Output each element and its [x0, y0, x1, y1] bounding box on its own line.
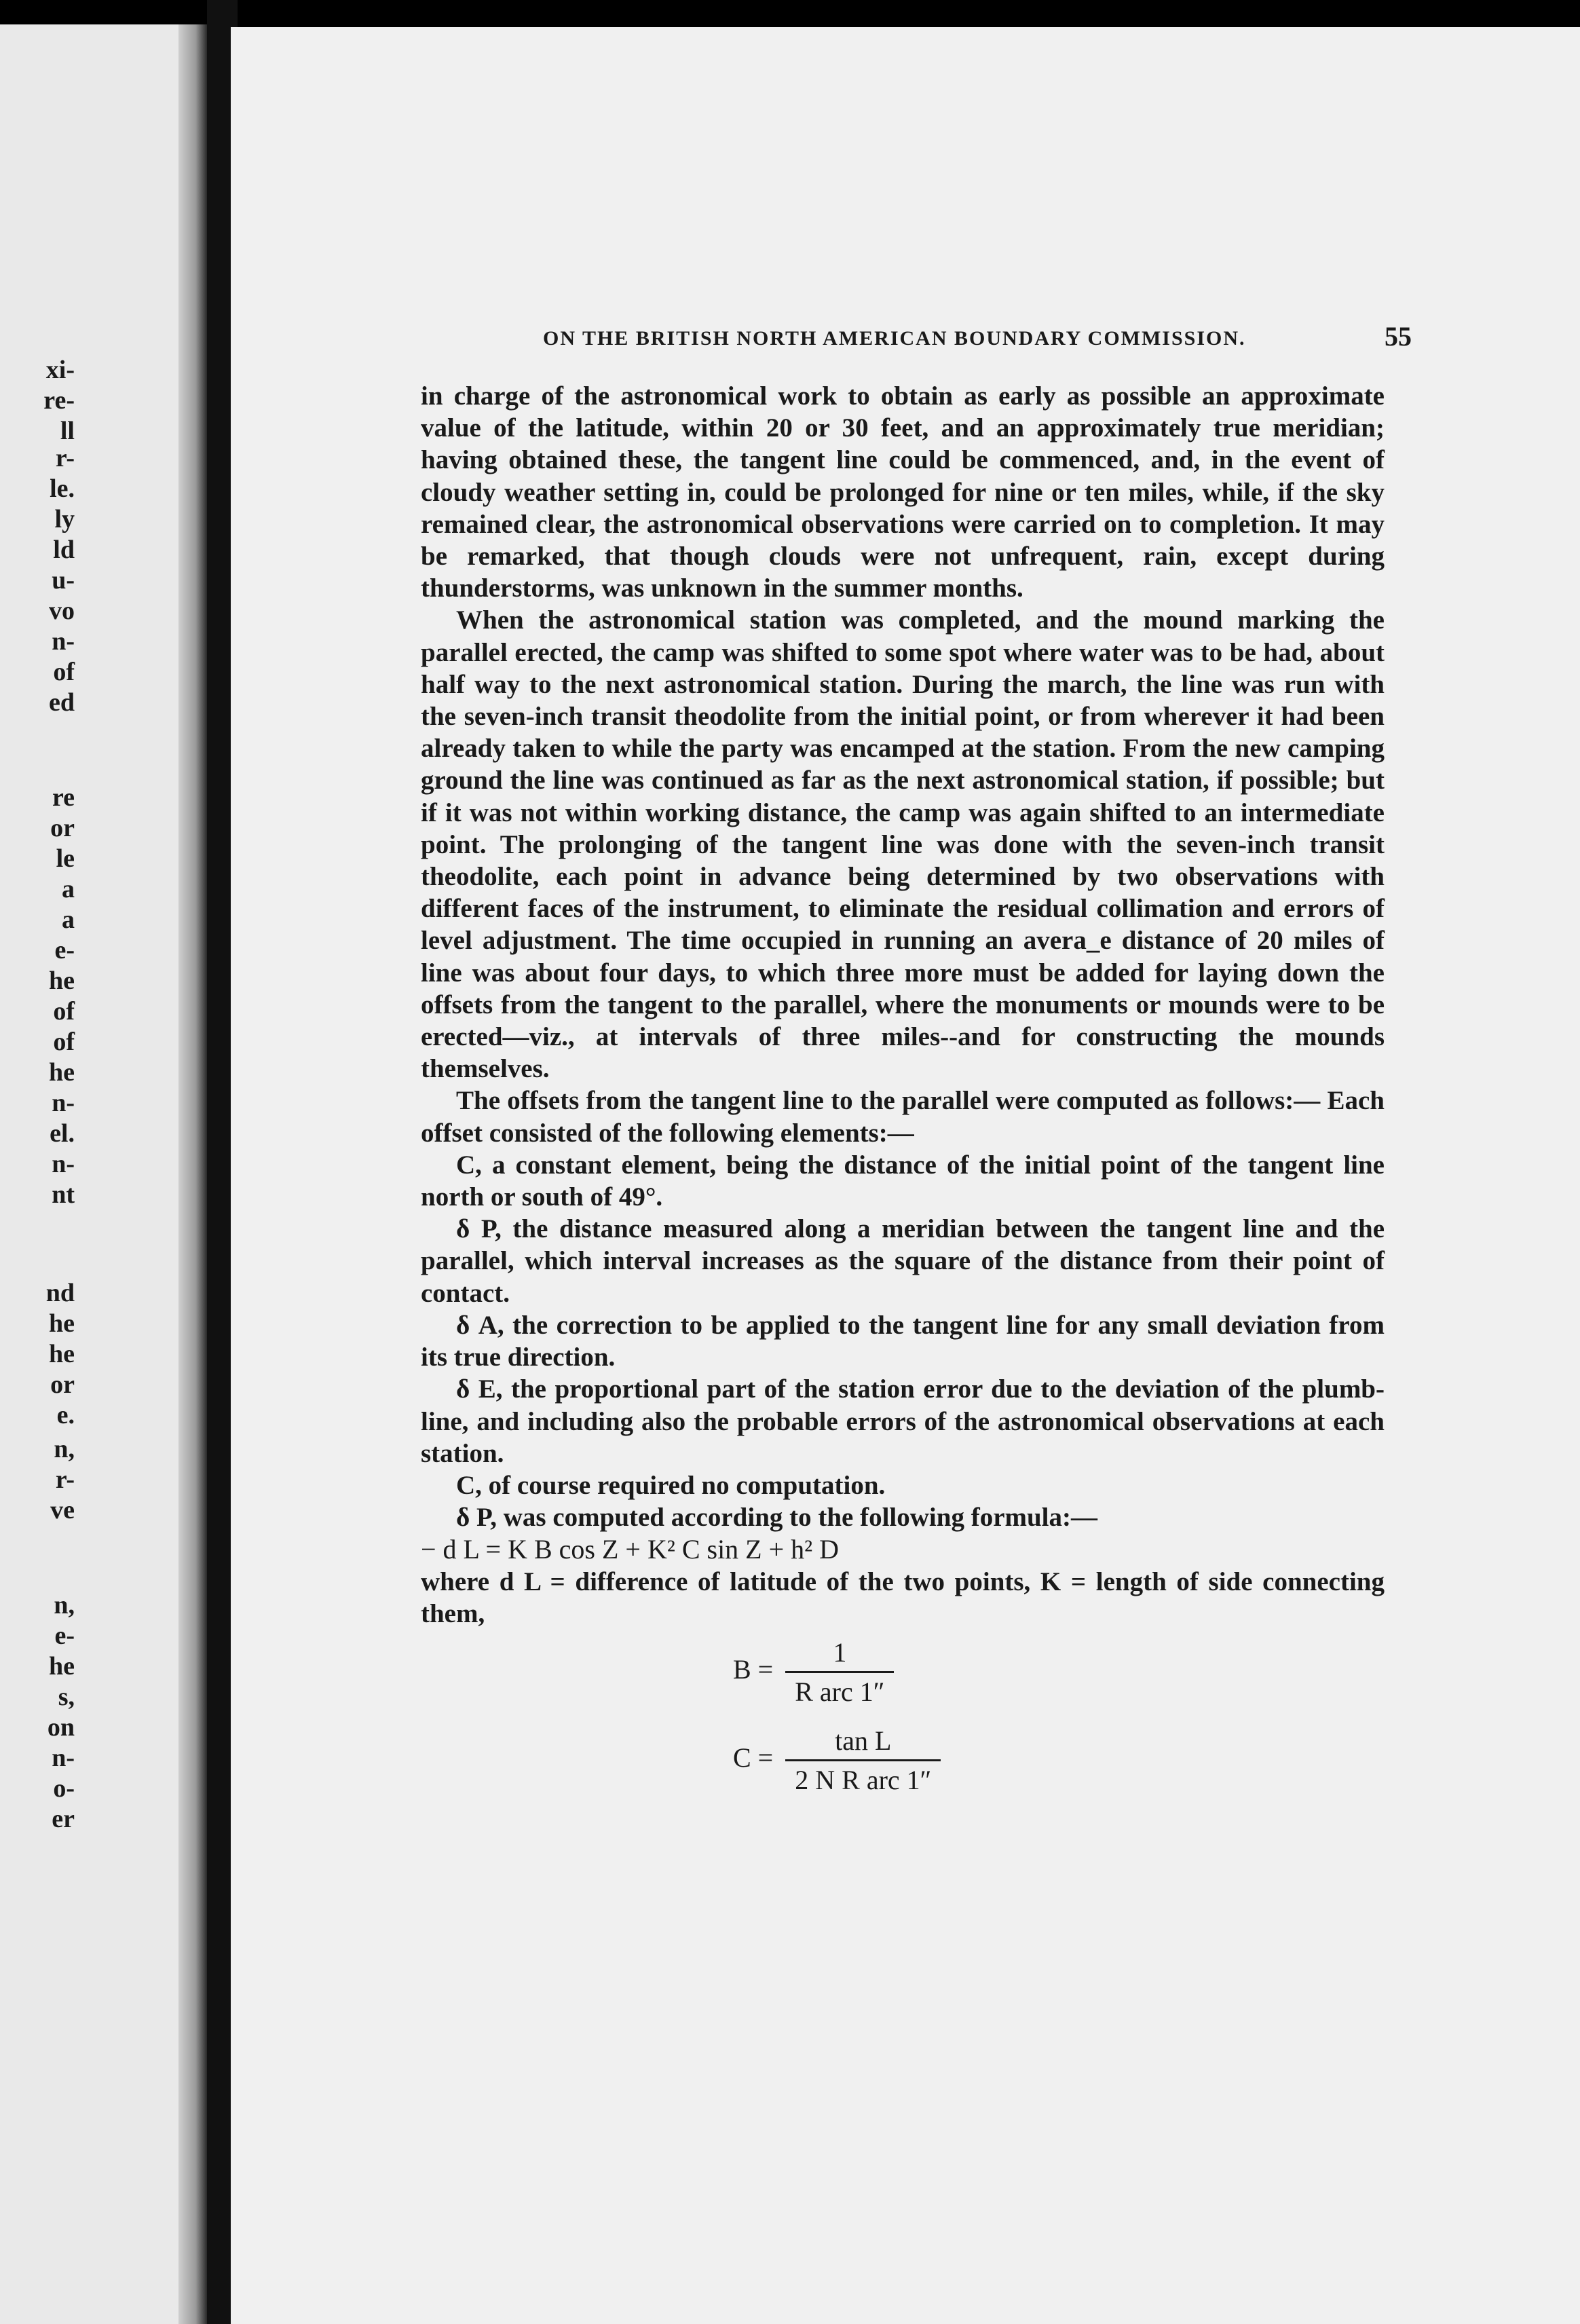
numerator: 1 — [785, 1636, 894, 1673]
paragraph: The offsets from the tangent line to the parallel were computed as follows:— Each offset consisted of the following elements:— — [421, 1086, 1385, 1148]
body-text — [421, 380, 1385, 1806]
margin-fragment: vo — [49, 597, 75, 625]
margin-fragment: ed — [49, 688, 75, 717]
margin-fragment: on — [47, 1713, 75, 1742]
equation-lhs: C = — [733, 1742, 774, 1773]
margin-fragment: ll — [60, 417, 75, 445]
denominator: 2 N R arc 1″ — [795, 1765, 932, 1796]
paragraph: C, a constant element, being the distance of the initial point of the tangent line north or south of 49°. — [421, 1150, 1385, 1212]
margin-fragment: s, — [58, 1683, 75, 1711]
margin-fragment: he — [49, 967, 75, 995]
paragraph: in charge of the astronomical work to obtain as early as possible an approximate value of the latitude, within 20 or 30 feet, and an approximately true meridian; having obtained these, the tangent line could be commenced, and, in the event of cloudy weather setting in, could be prolonged for nine or ten miles, while, if the sky remained clear, the astronomical observations were carried on to completion. It may be remarked, that though clouds were not unfrequent, rain, except during thunderstorms, was unknown in the summer months. — [421, 381, 1385, 603]
margin-fragment: el. — [50, 1119, 75, 1148]
margin-fragment: he — [49, 1058, 75, 1087]
margin-fragment: a — [62, 875, 75, 903]
running-header — [543, 319, 1412, 360]
margin-fragment: u- — [52, 566, 75, 595]
running-title: ON THE BRITISH NORTH AMERICAN BOUNDARY COMMISSION. — [543, 327, 1246, 350]
equation-lhs: B = — [733, 1653, 774, 1685]
paragraph: δ A, the correction to be applied to the tangent line for any small deviation from its true direction. — [421, 1310, 1385, 1372]
fraction — [785, 1725, 941, 1796]
margin-fragment: o- — [53, 1774, 75, 1803]
margin-fragment: of — [53, 658, 75, 686]
margin-fragment: nt — [52, 1180, 75, 1209]
paragraph: δ P, was computed according to the following formula:— — [456, 1503, 1098, 1533]
margin-fragment: xi- — [45, 356, 75, 384]
margin-fragment: he — [49, 1340, 75, 1368]
margin-fragment: of — [53, 997, 75, 1026]
margin-fragment: n, — [54, 1591, 75, 1619]
paragraph: C, of course required no computation. — [456, 1470, 886, 1500]
fraction — [785, 1636, 894, 1708]
margin-fragment: e. — [56, 1401, 75, 1429]
paragraph: where d L = difference of latitude of the two points, K = length of side connecting them, — [421, 1567, 1385, 1628]
formula: − d L = K B cos Z + K² C sin Z + h² D — [421, 1534, 840, 1565]
margin-fragment: or — [50, 814, 75, 842]
margin-fragment: e- — [54, 1622, 75, 1650]
margin-fragment: n- — [52, 1089, 75, 1117]
page-fold-shadow — [178, 24, 207, 2324]
margin-fragment: or — [50, 1370, 75, 1399]
margin-fragment: n- — [52, 1150, 75, 1178]
numerator: tan L — [785, 1725, 941, 1761]
margin-fragment: nd — [45, 1279, 75, 1307]
margin-fragment: e- — [54, 936, 75, 964]
margin-fragment: n- — [52, 1744, 75, 1772]
previous-page — [0, 24, 207, 2324]
margin-fragment: n, — [54, 1435, 75, 1463]
paragraph: δ E, the proportional part of the station error due to the deviation of the plumb-line, and including also the probable errors of the astronomical observations at each station. — [421, 1374, 1385, 1468]
margin-fragment: re- — [43, 386, 75, 415]
margin-fragment: of — [53, 1028, 75, 1056]
margin-fragment: re — [52, 783, 75, 812]
margin-fragment: le — [56, 844, 75, 873]
margin-fragment: ld — [53, 536, 75, 564]
equation-c — [733, 1725, 1385, 1806]
denominator: R arc 1″ — [795, 1676, 885, 1708]
margin-fragment: he — [49, 1652, 75, 1681]
margin-fragment: er — [52, 1805, 75, 1833]
margin-fragment: ly — [54, 505, 75, 533]
page-number: 55 — [1385, 321, 1412, 352]
paragraph: When the astronomical station was completed, and the mound marking the parallel erected, the camp was shifted to some spot where water was to be had, about half way to the next astronomical station. During the march, the line was run with the seven-inch transit theodolite from the initial point, or from wherever it had been already taken to while the party was encamped at the station. From the new camping ground the line was continued as far as the next astronomical station, if possible; but if it was not within working distance, the camp was again shifted to an intermediate point. The prolonging of the tangent line was done with the seven-inch transit theodolite, each point in advance being determined by two observations with different faces of the instrument, to eliminate the residual collimation and errors of level adjustment. The time occupied in running an avera_e distance of 20 miles of line was about four days, to which three more must be added for laying down the offsets from the tangent to the parallel, where the monuments or mounds were to be erected—viz., at intervals of three miles--and for constructing the mounds themselves. — [421, 605, 1385, 1084]
margin-fragment: ve — [50, 1496, 75, 1524]
margin-fragment: he — [49, 1309, 75, 1338]
equation-b — [733, 1636, 1385, 1718]
margin-fragment: n- — [52, 627, 75, 656]
margin-fragment: r- — [55, 444, 75, 472]
margin-fragment: le. — [50, 474, 75, 503]
margin-fragment: r- — [55, 1465, 75, 1494]
margin-fragment: a — [62, 905, 75, 934]
paragraph: δ P, the distance measured along a meridian between the tangent line and the parallel, which interval increases as the square of the distance from their point of contact. — [421, 1214, 1385, 1308]
